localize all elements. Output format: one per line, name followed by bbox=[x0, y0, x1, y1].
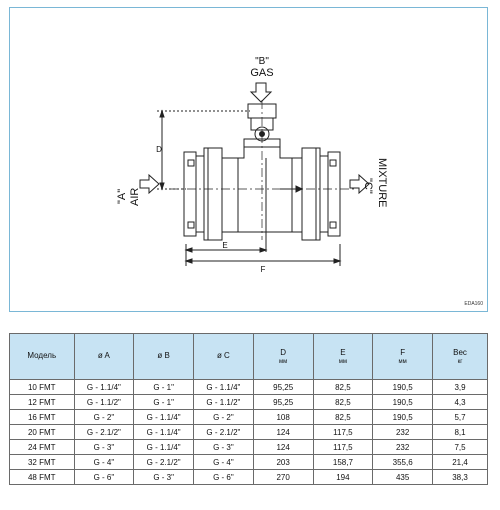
table-cell: 203 bbox=[253, 455, 313, 470]
table-cell: G - 4" bbox=[74, 455, 134, 470]
table-cell: G - 1" bbox=[134, 380, 194, 395]
table-cell: G - 2.1/2" bbox=[74, 425, 134, 440]
table-cell: 4,3 bbox=[433, 395, 488, 410]
table-cell: G - 6" bbox=[194, 470, 254, 485]
dimension-e-label: E bbox=[222, 241, 228, 250]
mixture-label: MIXTURE bbox=[376, 158, 388, 208]
table-cell: 124 bbox=[253, 425, 313, 440]
gas-letter-label: "B" bbox=[255, 56, 269, 67]
table-cell: 158,7 bbox=[313, 455, 373, 470]
table-cell: 124 bbox=[253, 440, 313, 455]
dimension-f-label: F bbox=[260, 265, 266, 274]
table-cell: 21,4 bbox=[433, 455, 488, 470]
right-flange bbox=[302, 148, 320, 240]
table-cell: G - 1.1/4" bbox=[74, 380, 134, 395]
table-cell: 12 FMT bbox=[10, 395, 75, 410]
table-cell: 190,5 bbox=[373, 380, 433, 395]
air-label: AIR bbox=[129, 187, 141, 206]
table-cell: 82,5 bbox=[313, 395, 373, 410]
table-cell: G - 1.1/2" bbox=[74, 395, 134, 410]
table-cell: 270 bbox=[253, 470, 313, 485]
table-row bbox=[10, 470, 488, 485]
table-cell: 16 FMT bbox=[10, 410, 75, 425]
mixture-letter-label: "C" bbox=[362, 178, 374, 194]
table-cell: 95,25 bbox=[253, 395, 313, 410]
table-header-row bbox=[10, 334, 488, 380]
table-cell: G - 3" bbox=[134, 470, 194, 485]
table-cell: 5,7 bbox=[433, 410, 488, 425]
table-cell: G - 2.1/2" bbox=[194, 425, 254, 440]
table-row bbox=[10, 440, 488, 455]
column-header: ø B bbox=[134, 334, 194, 380]
table-cell: 82,5 bbox=[313, 380, 373, 395]
table-cell: G - 4" bbox=[194, 455, 254, 470]
gas-label: GAS bbox=[250, 67, 274, 79]
table-row bbox=[10, 380, 488, 395]
technical-drawing-frame bbox=[9, 7, 488, 312]
table-cell: G - 1.1/4" bbox=[194, 380, 254, 395]
table-cell: G - 1.1/4" bbox=[134, 425, 194, 440]
table-cell: 7,5 bbox=[433, 440, 488, 455]
table-cell: 3,9 bbox=[433, 380, 488, 395]
gas-inlet-arrow bbox=[251, 83, 271, 102]
table-cell: 194 bbox=[313, 470, 373, 485]
table-cell: G - 3" bbox=[74, 440, 134, 455]
table-cell: 117,5 bbox=[313, 425, 373, 440]
table-cell: G - 2" bbox=[194, 410, 254, 425]
table-cell: G - 2.1/2" bbox=[134, 455, 194, 470]
dimension-d-label: D bbox=[156, 145, 162, 154]
table-cell: 82,5 bbox=[313, 410, 373, 425]
table-cell: 95,25 bbox=[253, 380, 313, 395]
column-header: Вес кг bbox=[433, 334, 488, 380]
column-header: F мм bbox=[373, 334, 433, 380]
drawing-code: EDA160 bbox=[464, 301, 483, 307]
table-cell: 20 FMT bbox=[10, 425, 75, 440]
table-cell: 232 bbox=[373, 440, 433, 455]
table-cell: 190,5 bbox=[373, 395, 433, 410]
column-header: D мм bbox=[253, 334, 313, 380]
table-cell: 8,1 bbox=[433, 425, 488, 440]
table-cell: 24 FMT bbox=[10, 440, 75, 455]
table-row bbox=[10, 410, 488, 425]
column-header: ø C bbox=[194, 334, 254, 380]
column-header: E мм bbox=[313, 334, 373, 380]
table-cell: G - 1" bbox=[134, 395, 194, 410]
column-header: Модель bbox=[10, 334, 75, 380]
table-cell: G - 1.1/4" bbox=[134, 410, 194, 425]
table-cell: G - 1.1/4" bbox=[134, 440, 194, 455]
table-cell: 355,6 bbox=[373, 455, 433, 470]
table-cell: 38,3 bbox=[433, 470, 488, 485]
table-cell: 190,5 bbox=[373, 410, 433, 425]
table-cell: 108 bbox=[253, 410, 313, 425]
air-inlet-arrow bbox=[140, 175, 159, 193]
table-cell: 435 bbox=[373, 470, 433, 485]
table-cell: 32 FMT bbox=[10, 455, 75, 470]
column-header: ø A bbox=[74, 334, 134, 380]
table-cell: 48 FMT bbox=[10, 470, 75, 485]
left-flange bbox=[204, 148, 222, 240]
table-cell: G - 2" bbox=[74, 410, 134, 425]
table-cell: 117,5 bbox=[313, 440, 373, 455]
air-letter-label: "A" bbox=[116, 188, 128, 204]
table-cell: 232 bbox=[373, 425, 433, 440]
specification-table bbox=[9, 333, 488, 485]
table-row bbox=[10, 395, 488, 410]
mixer-schematic bbox=[10, 8, 487, 311]
table-cell: G - 1.1/2" bbox=[194, 395, 254, 410]
table-row bbox=[10, 425, 488, 440]
table-cell: 10 FMT bbox=[10, 380, 75, 395]
table-cell: G - 3" bbox=[194, 440, 254, 455]
table-row bbox=[10, 455, 488, 470]
table-cell: G - 6" bbox=[74, 470, 134, 485]
